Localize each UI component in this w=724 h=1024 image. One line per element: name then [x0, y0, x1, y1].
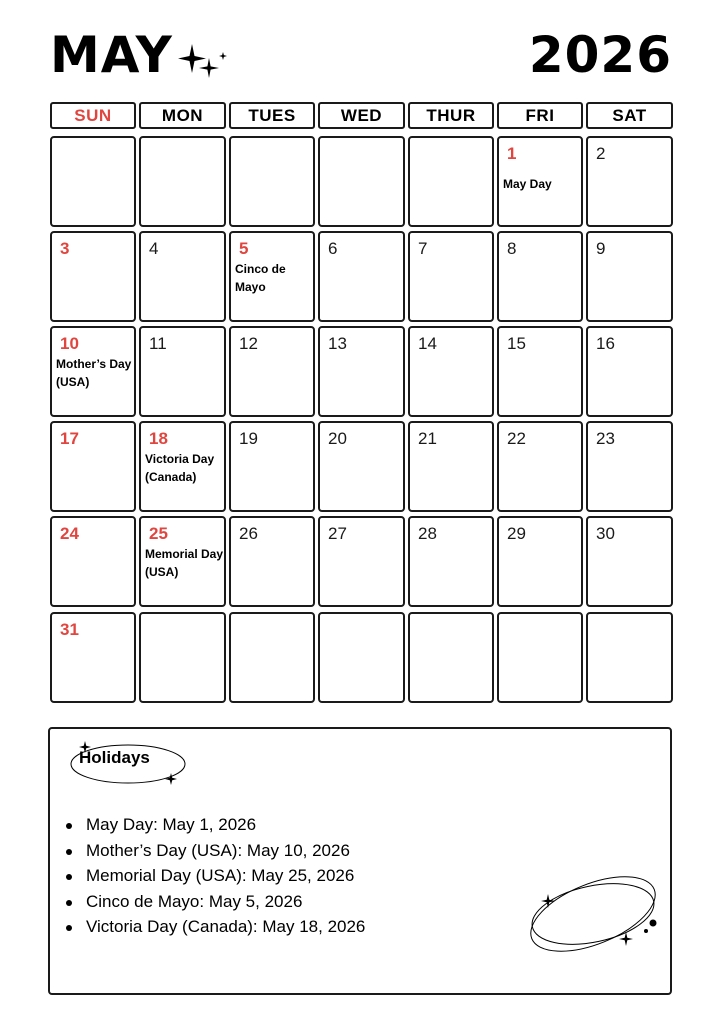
- weekday-fri: FRI: [497, 102, 583, 129]
- weekday-tues: TUES: [229, 102, 315, 129]
- day-number: 26: [239, 524, 258, 543]
- day-number: 28: [418, 524, 437, 543]
- day-cell[interactable]: [408, 326, 494, 417]
- day-cell[interactable]: [318, 326, 405, 417]
- day-cell[interactable]: [586, 421, 673, 512]
- day-number: 18: [149, 429, 168, 448]
- weekday-mon: MON: [139, 102, 226, 129]
- holiday-list-item: May Day: May 1, 2026: [86, 812, 365, 838]
- holiday-list-item: Cinco de Mayo: May 5, 2026: [86, 889, 365, 915]
- day-cell[interactable]: [229, 516, 315, 607]
- day-cell[interactable]: [408, 516, 494, 607]
- day-number: 1: [507, 144, 517, 163]
- holidays-title: Holidays: [79, 748, 150, 767]
- day-cell[interactable]: [139, 326, 226, 417]
- day-number: 13: [328, 334, 347, 353]
- day-cell[interactable]: [50, 421, 136, 512]
- day-cell[interactable]: [497, 612, 583, 703]
- day-number: 27: [328, 524, 347, 543]
- day-number: 23: [596, 429, 615, 448]
- day-number: 10: [60, 334, 79, 353]
- sparkle-icon: [178, 40, 230, 84]
- day-cell[interactable]: [408, 612, 494, 703]
- weekday-sat: SAT: [586, 102, 673, 129]
- day-number: 19: [239, 429, 258, 448]
- day-cell[interactable]: [318, 231, 405, 322]
- day-number: 25: [149, 524, 168, 543]
- day-cell[interactable]: [139, 136, 226, 227]
- year-title: 2026: [528, 26, 672, 84]
- day-number: 8: [507, 239, 517, 258]
- day-cell[interactable]: [318, 516, 405, 607]
- day-cell[interactable]: [586, 231, 673, 322]
- holiday-list-item: Mother’s Day (USA): May 10, 2026: [86, 838, 365, 864]
- day-cell[interactable]: [318, 136, 405, 227]
- day-cell[interactable]: [408, 231, 494, 322]
- day-holiday-label: Victoria Day (Canada): [145, 452, 215, 484]
- day-cell[interactable]: [318, 612, 405, 703]
- month-title: MAY: [50, 26, 173, 84]
- day-cell[interactable]: [497, 136, 583, 227]
- day-number: 12: [239, 334, 258, 353]
- day-number: 29: [507, 524, 526, 543]
- day-number: 16: [596, 334, 615, 353]
- day-number: 31: [60, 620, 79, 639]
- day-number: 2: [596, 144, 606, 163]
- day-holiday-label: May Day: [503, 177, 552, 191]
- day-cell[interactable]: [586, 612, 673, 703]
- day-number: 14: [418, 334, 437, 353]
- day-number: 17: [60, 429, 79, 448]
- day-cell[interactable]: [586, 326, 673, 417]
- day-holiday-label: Memorial Day (USA): [145, 547, 224, 579]
- holidays-panel: [48, 727, 672, 995]
- day-number: 21: [418, 429, 437, 448]
- day-number: 3: [60, 239, 70, 258]
- day-cell[interactable]: [139, 421, 226, 512]
- day-cell[interactable]: [229, 612, 315, 703]
- day-cell[interactable]: [497, 421, 583, 512]
- day-cell[interactable]: [50, 612, 136, 703]
- holiday-list-item: Memorial Day (USA): May 25, 2026: [86, 863, 365, 889]
- day-number: 7: [418, 239, 428, 258]
- day-number: 5: [239, 239, 249, 258]
- day-cell[interactable]: [50, 326, 136, 417]
- day-cell[interactable]: [229, 326, 315, 417]
- weekday-thur: THUR: [408, 102, 494, 129]
- day-cell[interactable]: [408, 421, 494, 512]
- day-holiday-label: Mother’s Day (USA): [56, 357, 132, 389]
- day-cell[interactable]: [50, 516, 136, 607]
- day-number: 6: [328, 239, 338, 258]
- day-number: 20: [328, 429, 347, 448]
- weekday-wed: WED: [318, 102, 405, 129]
- day-cell[interactable]: [139, 231, 226, 322]
- day-number: 24: [60, 524, 79, 543]
- day-cell[interactable]: [497, 231, 583, 322]
- day-number: 15: [507, 334, 526, 353]
- day-cell[interactable]: [318, 421, 405, 512]
- day-cell[interactable]: [586, 516, 673, 607]
- holidays-list: [86, 812, 365, 940]
- day-number: 22: [507, 429, 526, 448]
- day-number: 4: [149, 239, 159, 258]
- orbit-decoration-icon: [518, 857, 668, 972]
- day-holiday-label: Cinco de Mayo: [235, 262, 286, 294]
- day-number: 30: [596, 524, 615, 543]
- holiday-list-item: Victoria Day (Canada): May 18, 2026: [86, 914, 365, 940]
- day-cell[interactable]: [229, 421, 315, 512]
- day-cell[interactable]: [50, 136, 136, 227]
- day-number: 9: [596, 239, 606, 258]
- day-cell[interactable]: [139, 516, 226, 607]
- day-number: 11: [149, 334, 167, 353]
- day-cell[interactable]: [229, 136, 315, 227]
- day-cell[interactable]: [586, 136, 673, 227]
- day-cell[interactable]: [229, 231, 315, 322]
- day-cell[interactable]: [497, 326, 583, 417]
- day-cell[interactable]: [497, 516, 583, 607]
- day-cell[interactable]: [139, 612, 226, 703]
- day-cell[interactable]: [50, 231, 136, 322]
- weekday-sun: SUN: [50, 102, 136, 129]
- day-cell[interactable]: [408, 136, 494, 227]
